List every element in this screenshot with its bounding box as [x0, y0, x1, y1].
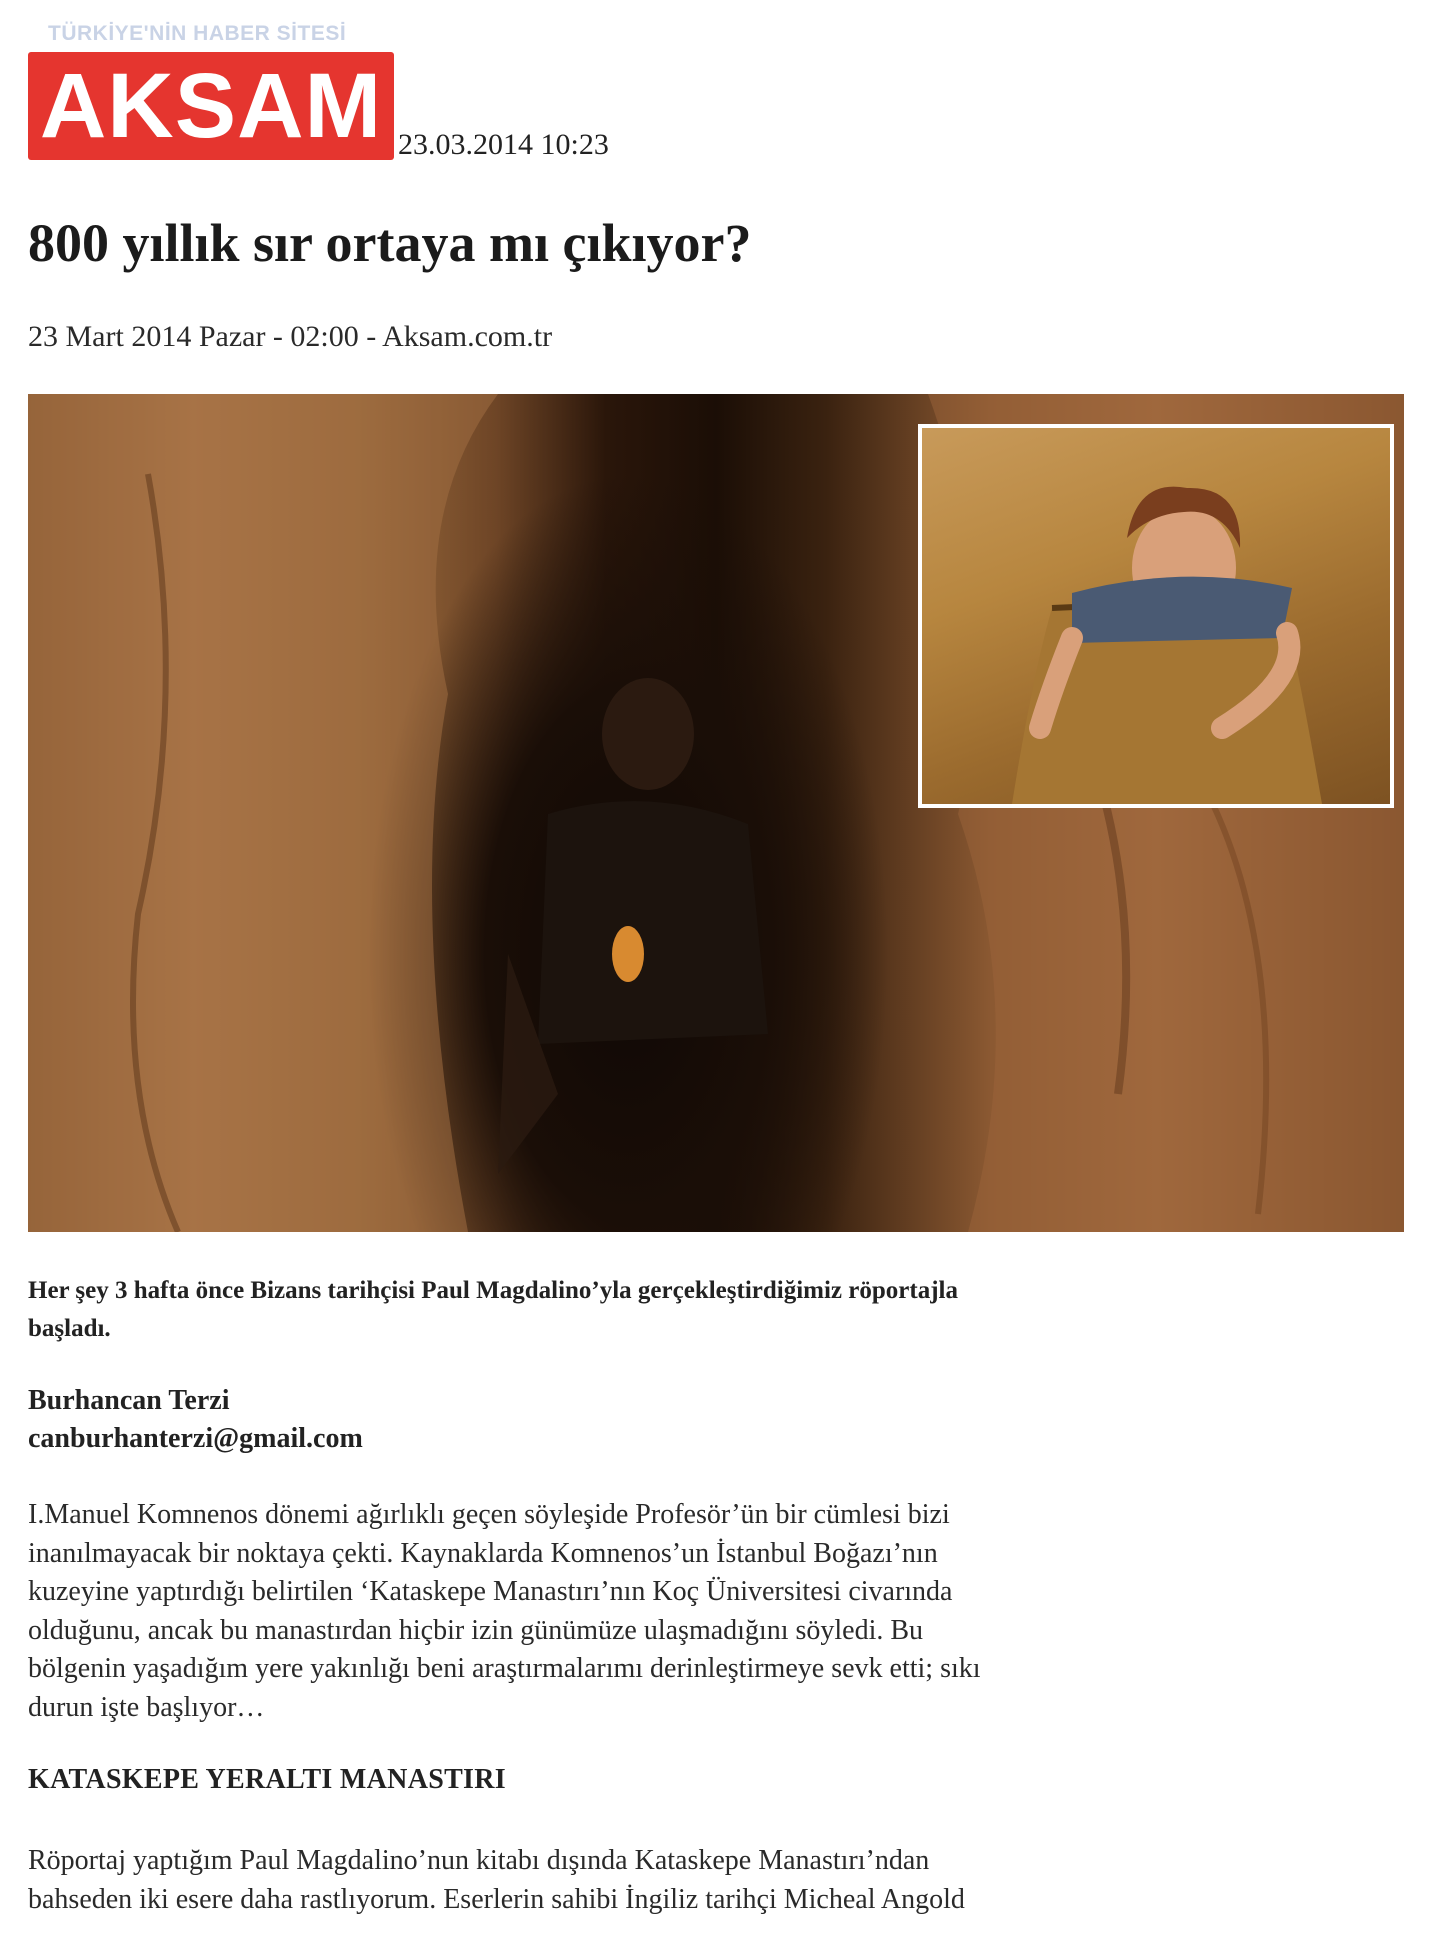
logo-text: AKSAM	[39, 55, 383, 157]
paragraph-line: I.Manuel Komnenos dönemi ağırlıklı geçen söyleşide Profesör’ün bir cümlesi bizi	[28, 1499, 950, 1530]
paragraph-line: bölgenin yaşadığım yere yakınlığı beni araştırmalarımı derinleştirmeye sevk etti; sıkı	[28, 1653, 981, 1684]
inset-photo	[918, 424, 1394, 808]
paragraph-line: kuzeyine yaptırdığı belirtilen ‘Kataskepe Manastırı’nın Koç Üniversitesi civarında	[28, 1576, 953, 1607]
caption-line: Her şey 3 hafta önce Bizans tarihçisi Paul Magdalino’yla gerçekleştirdiğimiz röportajla	[28, 1277, 958, 1304]
aksam-logo[interactable]	[28, 52, 394, 160]
paragraph-line: Röportaj yaptığım Paul Magdalino’nun kitabı dışında Kataskepe Manastırı’ndan	[28, 1845, 930, 1876]
article-paragraph-1	[28, 1496, 1408, 1727]
paragraph-line: durun işte başlıyor…	[28, 1691, 265, 1723]
photo-caption	[28, 1272, 1148, 1348]
paragraph-line: inanılmayacak bir noktaya çekti. Kaynaklarda Komnenos’un İstanbul Boğazı’nın	[28, 1537, 938, 1569]
author-name: Burhancan Terzi	[28, 1385, 230, 1416]
article-paragraph-2	[28, 1842, 1408, 1919]
tunnel-photo	[28, 394, 1404, 1232]
site-tagline: TÜRKİYE'NİN HABER SİTESİ	[48, 22, 347, 45]
article-headline: 800 yıllık sır ortaya mı çıkıyor?	[28, 213, 752, 273]
article-dateline: 23 Mart 2014 Pazar - 02:00 - Aksam.com.tr	[28, 320, 553, 353]
section-heading: KATASKEPE YERALTI MANASTIRI	[28, 1764, 506, 1795]
caption-line: başladı.	[28, 1315, 111, 1342]
paragraph-line: bahseden iki esere daha rastlıyorum. Eserlerin sahibi İngiliz tarihçi Micheal Angold	[28, 1883, 965, 1915]
author-email[interactable]: canburhanterzi@gmail.com	[28, 1423, 363, 1454]
paragraph-line: olduğunu, ancak bu manastırdan hiçbir izin günümüze ulaşmadığını söyledi. Bu	[28, 1614, 924, 1646]
print-timestamp: 23.03.2014 10:23	[398, 128, 609, 161]
person-in-hole-illustration	[922, 428, 1390, 804]
